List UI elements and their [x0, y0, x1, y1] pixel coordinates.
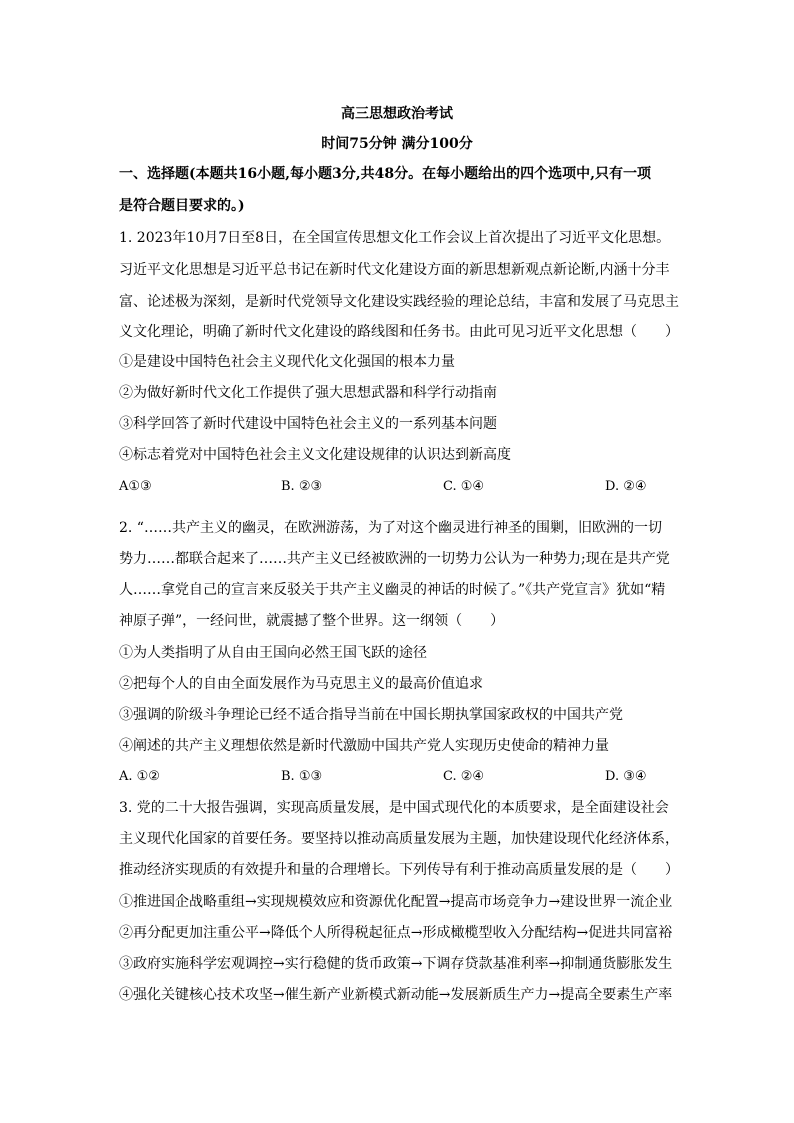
- q2-statement-3: ③强调的阶级斗争理论已经不适合指导当前在中国长期执掌国家政权的中国共产党: [119, 707, 623, 723]
- q2-option-c: C. ②④: [443, 769, 485, 784]
- q1-statement-3: ③科学回答了新时代建设中国特色社会主义的一系列基本问题: [119, 416, 497, 432]
- q1-option-a: A①③: [119, 479, 152, 494]
- q2-statement-4: ④阐述的共产主义理想依然是新时代激励中国共产党人实现历史使命的精神力量: [119, 738, 609, 754]
- q1-stem-line-4: 义文化理论，明确了新时代文化建设的路线图和任务书。由此可见习近平文化思想（ ）: [119, 324, 679, 340]
- q1-statement-1: ①是建设中国特色社会主义现代化文化强国的根本力量: [119, 354, 455, 370]
- q1-stem-line-2: 习近平文化思想是习近平总书记在新时代文化建设方面的新思想新观点新论断,内涵十分丰: [119, 262, 670, 278]
- q2-option-d: D. ③④: [605, 769, 647, 784]
- section-heading-line-1: 一、选择题(本题共16小题,每小题3分,共48分。在每小题给出的四个选项中,只有一项: [119, 166, 651, 182]
- exam-title: 高三思想政治考试: [341, 106, 453, 122]
- q3-statement-2: ②再分配更加注重公平→降低个人所得税起征点→形成橄榄型收入分配结构→促进共同富裕: [119, 925, 673, 941]
- q3-stem-line-2: 主义现代化国家的首要任务。要坚持以推动高质量发展为主题，加快建设现代化经济体系，: [119, 831, 679, 847]
- q1-stem-line-1: 1. 2023年10月7日至8日，在全国宣传思想文化工作会议上首次提出了习近平文化思想。: [119, 230, 671, 246]
- q2-statement-2: ②把每个人的自由全面发展作为马克思主义的最高价值追求: [119, 676, 483, 692]
- q1-option-b: B. ②③: [281, 479, 323, 494]
- q1-statement-2: ②为做好新时代文化工作提供了强大思想武器和科学行动指南: [119, 385, 497, 401]
- q3-stem-line-3: 推动经济实现质的有效提升和量的合理增长。下列传导有利于推动高质量发展的是（ ）: [119, 862, 679, 878]
- q2-stem-line-1: 2. “……共产主义的幽灵，在欧洲游荡，为了对这个幽灵进行神圣的围剿，旧欧洲的一切: [119, 520, 662, 536]
- q3-statement-4: ④强化关键核心技术攻坚→催生新产业新模式新动能→发展新质生产力→提高全要素生产率: [119, 987, 673, 1003]
- q2-option-b: B. ①③: [281, 769, 323, 784]
- q3-statement-3: ③政府实施科学宏观调控→实行稳健的货币政策→下调存贷款基准利率→抑制通货膨胀发生: [119, 956, 673, 972]
- section-heading-line-2: 是符合题目要求的。): [119, 198, 245, 214]
- q3-stem-line-1: 3. 党的二十大报告强调，实现高质量发展，是中国式现代化的本质要求，是全面建设社会: [119, 800, 669, 816]
- q1-stem-line-3: 富、论述极为深刻，是新时代党领导文化建设实践经验的理论总结，丰富和发展了马克思主: [119, 294, 679, 310]
- q1-option-d: D. ②④: [605, 479, 647, 494]
- q3-statement-1: ①推进国企战略重组→实现规模效应和资源优化配置→提高市场竞争力→建设世界一流企业: [119, 894, 673, 910]
- q2-option-a: A. ①②: [119, 769, 160, 784]
- q1-statement-4: ④标志着党对中国特色社会主义文化建设规律的认识达到新高度: [119, 447, 511, 463]
- q1-option-c: C. ①④: [443, 479, 485, 494]
- exam-time-score: 时间75分钟 满分100分: [321, 136, 473, 152]
- q2-stem-line-2: 势力……都联合起来了……共产主义已经被欧洲的一切势力公认为一种势力;现在是共产党: [119, 551, 670, 567]
- q2-statement-1: ①为人类指明了从自由王国向必然王国飞跃的途径: [119, 645, 427, 661]
- q2-stem-line-4: 神原子弹”，一经问世，就震撼了整个世界。这一纲领（ ）: [119, 613, 505, 629]
- q2-stem-line-3: 人……拿党自己的宣言来反驳关于共产主义幽灵的神话的时候了。”《共产党宣言》犹如“精: [119, 582, 666, 598]
